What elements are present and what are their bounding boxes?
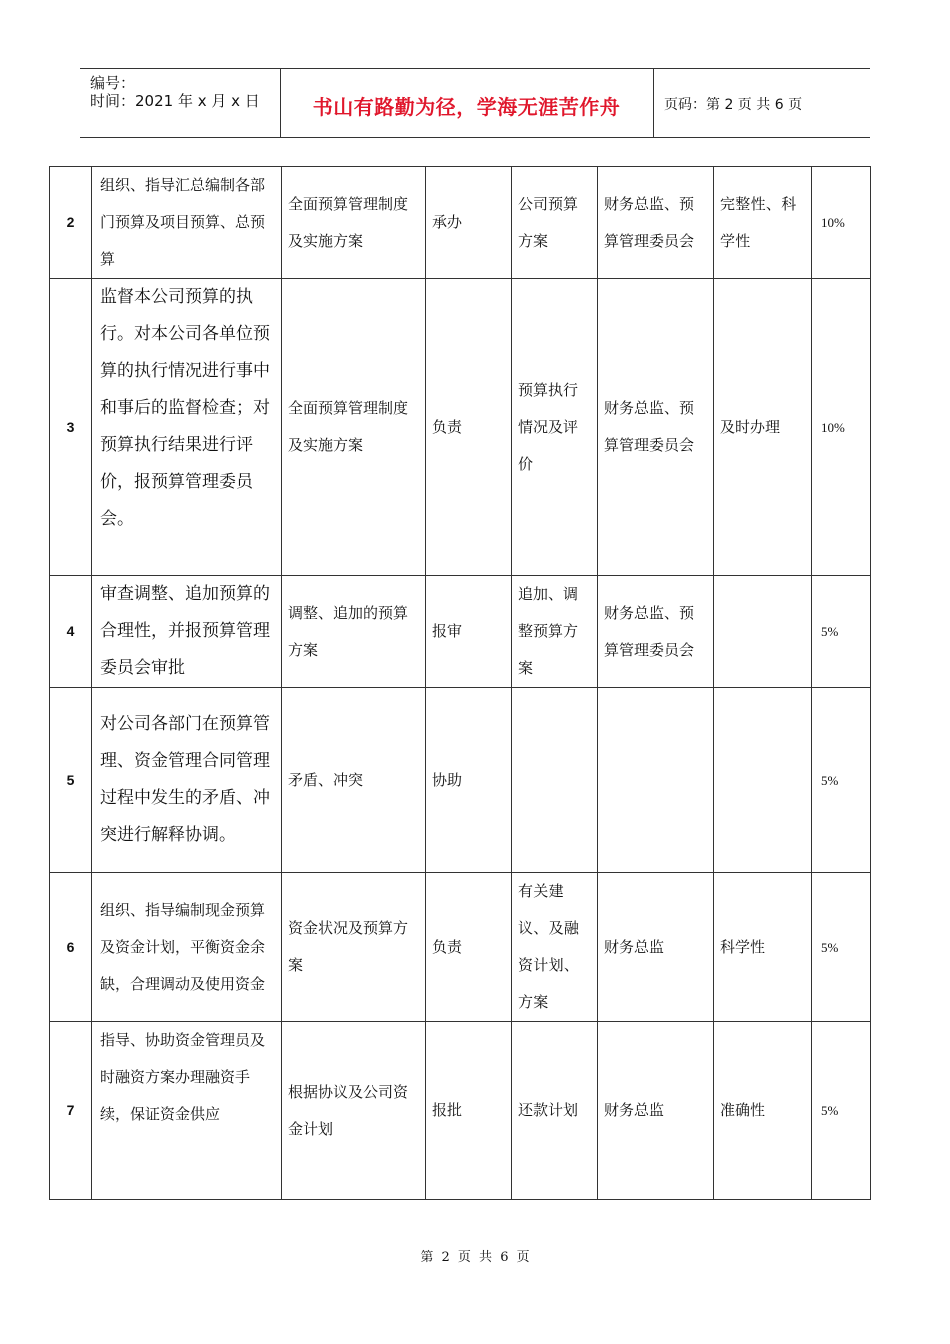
duty-description: 组织、指导编制现金预算及资金计划，平衡资金余缺，合理调动及使用资金 xyxy=(92,873,282,1022)
header-motto: 书山有路勤为径，学海无涯苦作舟 xyxy=(312,95,621,119)
duty-basis: 调整、追加的预算方案 xyxy=(282,576,426,688)
duty-basis: 资金状况及预算方案 xyxy=(282,873,426,1022)
duty-standard: 科学性 xyxy=(714,873,812,1022)
duty-output: 还款计划 xyxy=(512,1022,598,1200)
header-meta-cell xyxy=(80,69,281,137)
header-page-number: 页码：第 2 页 共 6 页 xyxy=(664,97,803,113)
duty-weight: 10% xyxy=(812,279,871,576)
table-row xyxy=(50,688,871,873)
duty-standard xyxy=(714,688,812,873)
row-number: 4 xyxy=(50,576,92,688)
duty-reviewer: 财务总监、预算管理委员会 xyxy=(598,576,714,688)
row-number: 3 xyxy=(50,279,92,576)
duty-authority: 承办 xyxy=(426,167,512,279)
row-number: 7 xyxy=(50,1022,92,1200)
table-row xyxy=(50,1022,871,1200)
duty-table xyxy=(49,166,871,1200)
duty-description: 对公司各部门在预算管理、资金管理合同管理过程中发生的矛盾、冲突进行解释协调。 xyxy=(92,688,282,873)
duty-basis: 矛盾、冲突 xyxy=(282,688,426,873)
duty-basis: 根据协议及公司资金计划 xyxy=(282,1022,426,1200)
duty-weight: 10% xyxy=(812,167,871,279)
row-number: 2 xyxy=(50,167,92,279)
table-row xyxy=(50,167,871,279)
page-footer: 第 2 页 共 6 页 xyxy=(420,1250,530,1265)
document-time: 时间：2021 年 x 月 x 日 xyxy=(90,92,260,110)
duty-authority: 负责 xyxy=(426,873,512,1022)
table-row xyxy=(50,576,871,688)
duty-standard: 及时办理 xyxy=(714,279,812,576)
duty-reviewer xyxy=(598,688,714,873)
duty-reviewer: 财务总监 xyxy=(598,873,714,1022)
duty-weight: 5% xyxy=(812,688,871,873)
duty-output: 预算执行情况及评价 xyxy=(512,279,598,576)
duty-basis: 全面预算管理制度及实施方案 xyxy=(282,279,426,576)
duty-weight: 5% xyxy=(812,1022,871,1200)
duty-reviewer: 财务总监 xyxy=(598,1022,714,1200)
duty-authority: 报批 xyxy=(426,1022,512,1200)
duty-output: 有关建议、及融资计划、方案 xyxy=(512,873,598,1022)
table-row xyxy=(50,279,871,576)
duty-weight: 5% xyxy=(812,576,871,688)
duty-description: 指导、协助资金管理员及时融资方案办理融资手续，保证资金供应 xyxy=(92,1022,282,1200)
duty-standard xyxy=(714,576,812,688)
duty-description: 组织、指导汇总编制各部门预算及项目预算、总预算 xyxy=(92,167,282,279)
duty-description: 监督本公司预算的执行。对本公司各单位预算的执行情况进行事中和事后的监督检查；对预算执行结果进行评价，报预算管理委员会。 xyxy=(92,279,282,576)
duty-basis: 全面预算管理制度及实施方案 xyxy=(282,167,426,279)
header-page-cell xyxy=(653,69,871,137)
duty-description: 审查调整、追加预算的合理性，并报预算管理委员会审批 xyxy=(92,576,282,688)
row-number: 6 xyxy=(50,873,92,1022)
duty-output: 公司预算方案 xyxy=(512,167,598,279)
duty-standard: 准确性 xyxy=(714,1022,812,1200)
document-number: 编号： xyxy=(90,74,136,92)
duty-weight: 5% xyxy=(812,873,871,1022)
row-number: 5 xyxy=(50,688,92,873)
page-header xyxy=(80,68,870,138)
duty-authority: 负责 xyxy=(426,279,512,576)
duty-reviewer: 财务总监、预算管理委员会 xyxy=(598,279,714,576)
duty-authority: 协助 xyxy=(426,688,512,873)
table-row xyxy=(50,873,871,1022)
duty-output xyxy=(512,688,598,873)
duty-output: 追加、调整预算方案 xyxy=(512,576,598,688)
duty-authority: 报审 xyxy=(426,576,512,688)
duty-reviewer: 财务总监、预算管理委员会 xyxy=(598,167,714,279)
duty-standard: 完整性、科学性 xyxy=(714,167,812,279)
